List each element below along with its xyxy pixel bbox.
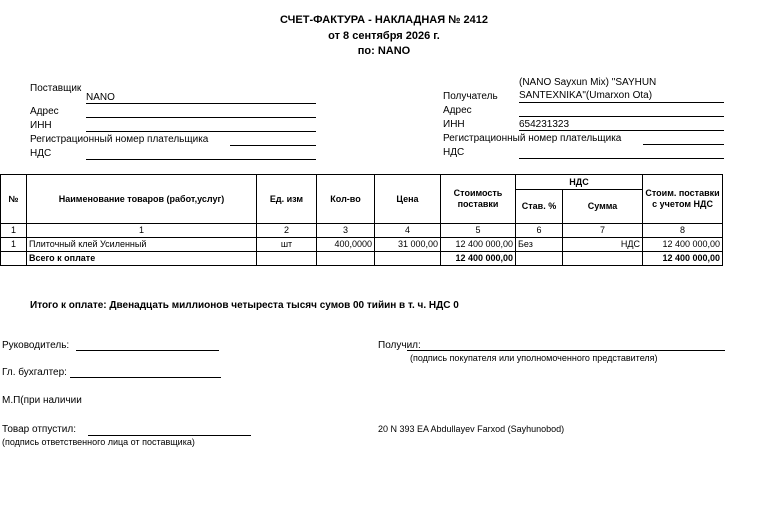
- header-vat-rate: Став. %: [516, 190, 563, 224]
- total-row: [1, 252, 723, 266]
- header-cost: Стоимость поставки: [441, 175, 516, 224]
- row-total: 12 400 000,00: [643, 238, 723, 252]
- col-number: 4: [375, 224, 441, 238]
- recipient-reg-label: Регистрационный номер плательщика: [443, 133, 622, 144]
- col-number: 2: [257, 224, 317, 238]
- released-signature-line: [88, 435, 251, 436]
- header-vat: НДС: [516, 175, 643, 190]
- released-hint: (подпись ответственного лица от поставщика): [2, 437, 195, 447]
- header-total: Стоим. поставки с учетом НДС: [643, 175, 723, 224]
- total-empty-cell: [257, 252, 317, 266]
- recipient-label: Получатель: [443, 91, 498, 102]
- director-signature-line: [76, 350, 219, 351]
- col-number: 7: [563, 224, 643, 238]
- row-unit: шт: [257, 238, 317, 252]
- supplier-name: NANO: [86, 92, 115, 103]
- header-price: Цена: [375, 175, 441, 224]
- total-label: Всего к оплате: [27, 252, 257, 266]
- header-vat-sum: Сумма: [563, 190, 643, 224]
- header-num: №: [1, 175, 27, 224]
- total-empty-cell: [317, 252, 375, 266]
- supplier-address-label: Адрес: [30, 106, 59, 117]
- col-number: 3: [317, 224, 375, 238]
- recipient-reg-line: [643, 144, 724, 145]
- row-qty: 400,0000: [317, 238, 375, 252]
- received-label: Получил:: [378, 340, 421, 351]
- supplier-inn-label: ИНН: [30, 120, 52, 131]
- released-label: Товар отпустил:: [2, 424, 76, 435]
- supplier-line: [86, 103, 316, 104]
- header-unit: Ед. изм: [257, 175, 317, 224]
- header-name: Наименование товаров (работ,услуг): [27, 175, 257, 224]
- col-number: 1: [1, 224, 27, 238]
- recipient-name-line2: SANTEXNIKA"(Umarxon Ota): [519, 90, 653, 101]
- col-number: 1: [27, 224, 257, 238]
- total-in-words: Итого к оплате: Двенадцать миллионов четыреста тысяч сумов 00 тийин в т. ч. НДС 0: [30, 300, 459, 311]
- received-hint: (подпись покупателя или уполномоченного представителя): [410, 353, 658, 363]
- vehicle-driver: 20 N 393 EA Abdullayev Farxod (Sayhunobod): [378, 424, 565, 434]
- recipient-line: [519, 102, 724, 103]
- recipient-inn-line: [519, 130, 724, 131]
- invoice-table: [0, 174, 723, 266]
- supplier-inn-line: [86, 131, 316, 132]
- total-empty-cell: [375, 252, 441, 266]
- table-header-row: [1, 175, 723, 190]
- total-with-vat: 12 400 000,00: [643, 252, 723, 266]
- stamp-label: М.П(при наличии: [2, 395, 82, 406]
- accountant-signature-line: [70, 377, 221, 378]
- col-number: 5: [441, 224, 516, 238]
- row-vat-rate: Без: [516, 238, 563, 252]
- supplier-vat-line: [86, 159, 316, 160]
- invoice-by: по: NANO: [357, 45, 411, 57]
- supplier-reg-label: Регистрационный номер плательщика: [30, 134, 209, 145]
- col-number: 6: [516, 224, 563, 238]
- recipient-address-label: Адрес: [443, 105, 472, 116]
- row-num: 1: [1, 238, 27, 252]
- table-row: [1, 238, 723, 252]
- recipient-vat-label: НДС: [443, 147, 465, 158]
- recipient-inn: 654231323: [519, 119, 570, 130]
- row-name: Плиточный клей Усиленный: [27, 238, 257, 252]
- header-qty: Кол-во: [317, 175, 375, 224]
- supplier-reg-line: [230, 145, 316, 146]
- received-signature-line: [407, 350, 725, 351]
- director-label: Руководитель:: [2, 340, 70, 351]
- accountant-label: Гл. бухгалтер:: [2, 367, 67, 378]
- row-cost: 12 400 000,00: [441, 238, 516, 252]
- supplier-address-line: [86, 117, 316, 118]
- total-cost: 12 400 000,00: [441, 252, 516, 266]
- supplier-vat-label: НДС: [30, 148, 52, 159]
- recipient-name-line1: (NANO Sayxun Mix) "SAYHUN: [519, 77, 657, 88]
- row-vat-sum: НДС: [563, 238, 643, 252]
- invoice-title: СЧЕТ-ФАКТУРА - НАКЛАДНАЯ № 2412: [280, 14, 488, 26]
- col-number: 8: [643, 224, 723, 238]
- total-empty-cell: [516, 252, 563, 266]
- supplier-label: Поставщик: [30, 83, 82, 94]
- recipient-inn-label: ИНН: [443, 119, 465, 130]
- invoice-date: от 8 сентября 2026 г.: [328, 30, 440, 42]
- recipient-address-line: [519, 116, 724, 117]
- recipient-vat-line: [519, 158, 724, 159]
- total-empty-cell: [1, 252, 27, 266]
- row-price: 31 000,00: [375, 238, 441, 252]
- column-number-row: [1, 224, 723, 238]
- total-empty-cell: [563, 252, 643, 266]
